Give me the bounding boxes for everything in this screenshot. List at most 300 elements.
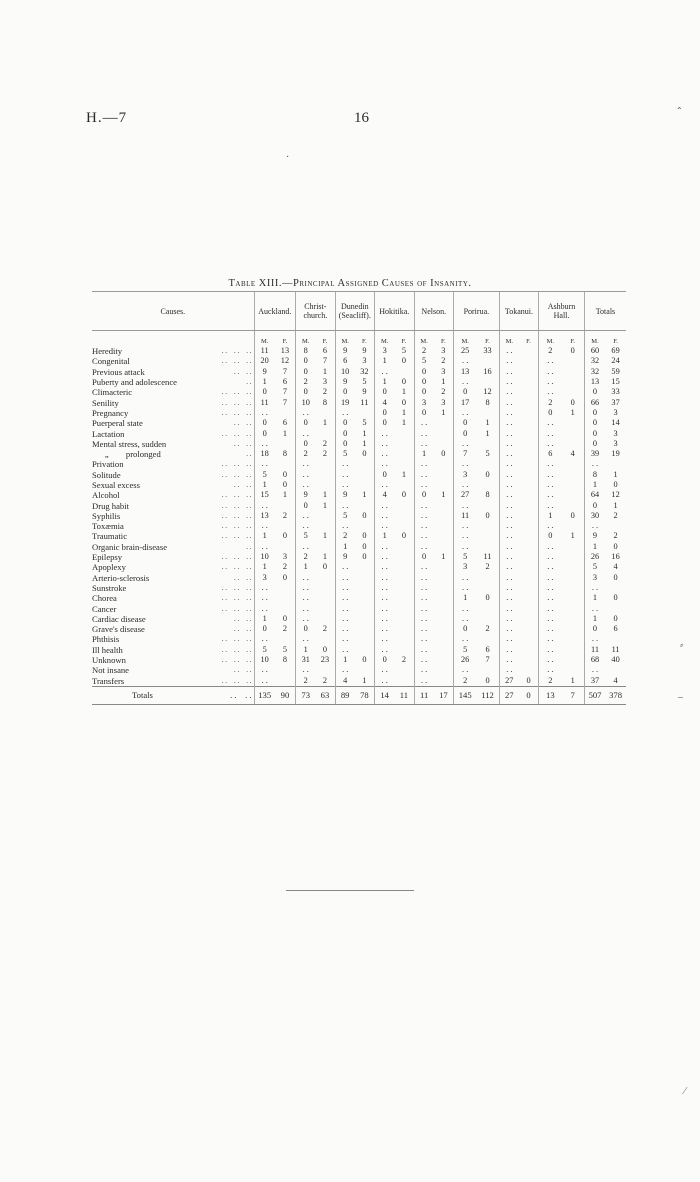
female-count-cell bbox=[275, 408, 296, 418]
male-count-cell: . . bbox=[414, 418, 434, 428]
table-row bbox=[92, 511, 626, 521]
male-count-cell: 19 bbox=[335, 397, 355, 407]
table-row bbox=[92, 603, 626, 613]
male-count-cell: 0 bbox=[296, 624, 316, 634]
female-count-cell: 4 bbox=[613, 562, 618, 572]
male-count-cell: . . bbox=[254, 634, 275, 644]
female-count-cell bbox=[519, 418, 539, 428]
female-count-cell: 32 bbox=[360, 366, 369, 376]
male-count-cell: 8 bbox=[296, 346, 316, 356]
male-count-cell: 0 bbox=[584, 624, 605, 634]
male-count-cell: 0 bbox=[539, 531, 562, 541]
leader-dots: . . . . . . bbox=[221, 583, 252, 592]
female-count-cell bbox=[315, 408, 335, 418]
table-row bbox=[92, 655, 626, 665]
male-count-cell: . . bbox=[254, 439, 275, 449]
male-count-cell: . . bbox=[539, 428, 562, 438]
female-count-cell: 2 bbox=[322, 387, 328, 397]
female-count-cell: 2 bbox=[485, 624, 490, 634]
male-count-cell: . . bbox=[539, 562, 562, 572]
female-count-cell: 1 bbox=[570, 531, 575, 541]
male-count-cell: . . bbox=[499, 387, 519, 397]
leader-dots: . . . . . . bbox=[221, 522, 252, 531]
male-count-cell: . . bbox=[375, 500, 395, 510]
leader-dots: . . . . . . bbox=[221, 501, 252, 510]
female-count-cell bbox=[434, 593, 454, 603]
female-count-cell bbox=[394, 562, 414, 572]
female-count-cell: 0 bbox=[485, 469, 490, 479]
male-count-cell: . . bbox=[454, 603, 477, 613]
male-count-cell: 0 bbox=[296, 356, 316, 366]
female-count-cell bbox=[519, 542, 539, 552]
male-count-cell: 1 bbox=[375, 377, 395, 387]
male-count-cell: 3 bbox=[454, 470, 477, 480]
female-count-cell: 5 bbox=[362, 377, 367, 387]
hospital-header-row bbox=[92, 292, 626, 331]
leader-dots: . . . . bbox=[234, 573, 252, 582]
table-row bbox=[92, 367, 626, 377]
male-count-cell: 10 bbox=[254, 552, 275, 562]
totals-row bbox=[92, 686, 626, 704]
male-count-cell: 13 bbox=[454, 367, 477, 377]
male-count-cell: . . bbox=[414, 665, 434, 675]
male-count-cell: 6 bbox=[335, 356, 355, 366]
female-count-cell: 2 bbox=[613, 531, 618, 541]
male-count-cell: . . bbox=[375, 449, 395, 459]
male-count-cell: 2 bbox=[539, 397, 562, 407]
male-count-cell: 1 bbox=[254, 562, 275, 572]
male-count-cell: . . bbox=[539, 624, 562, 634]
cause-label: Phthisis bbox=[92, 634, 120, 645]
female-count-cell bbox=[394, 449, 414, 459]
female-count-cell bbox=[394, 459, 414, 469]
female-count-cell bbox=[355, 645, 375, 655]
male-count-cell: 1 bbox=[254, 614, 275, 624]
male-count-cell: . . bbox=[375, 603, 395, 613]
female-count-cell: 0 bbox=[485, 510, 490, 520]
leader-dots: . . . . . . bbox=[221, 604, 252, 613]
cause-label: Senility bbox=[92, 397, 119, 408]
table-row bbox=[92, 346, 626, 356]
hospital-header: Totals bbox=[584, 292, 626, 331]
female-count-cell bbox=[562, 521, 585, 531]
male-count-cell: . . bbox=[499, 346, 519, 356]
female-count-cell: 4 bbox=[613, 675, 618, 685]
leader-dots: . . . . bbox=[234, 439, 252, 448]
male-count-cell: . . bbox=[335, 614, 355, 624]
female-count-cell bbox=[315, 470, 335, 480]
table-row bbox=[92, 490, 626, 500]
female-count-cell: 1 bbox=[322, 418, 328, 428]
male-count-cell: . . bbox=[296, 603, 316, 613]
male-count-cell: 20 bbox=[254, 356, 275, 366]
male-count-cell: 13 bbox=[254, 511, 275, 521]
male-count-cell: 0 bbox=[254, 428, 275, 438]
female-count-cell: 6 bbox=[322, 346, 328, 356]
male-count-cell: . . bbox=[499, 459, 519, 469]
leader-dots: . . . . . . bbox=[221, 408, 252, 417]
male-count-cell: 2 bbox=[296, 676, 316, 687]
female-count-cell: 0 bbox=[519, 686, 539, 704]
female-count-cell: 1 bbox=[485, 418, 490, 428]
cause-label: Toxæmia bbox=[92, 521, 124, 532]
female-count-cell bbox=[315, 573, 335, 583]
male-count-cell: 1 bbox=[375, 356, 395, 366]
male-count-cell: 1 bbox=[254, 480, 275, 490]
female-count-cell bbox=[519, 480, 539, 490]
male-count-cell: . . bbox=[375, 634, 395, 644]
female-count-cell bbox=[519, 655, 539, 665]
female-count-cell bbox=[476, 500, 499, 510]
margin-mark: ⸗ bbox=[680, 640, 684, 651]
female-count-cell bbox=[562, 490, 585, 500]
male-count-cell: . . bbox=[454, 614, 477, 624]
male-count-cell: . . bbox=[499, 593, 519, 603]
male-count-cell: . . bbox=[454, 665, 477, 675]
female-count-cell bbox=[519, 562, 539, 572]
male-count-cell: . . bbox=[584, 583, 605, 593]
male-count-cell: . . bbox=[414, 470, 434, 480]
male-count-cell: . . bbox=[499, 470, 519, 480]
female-count-cell bbox=[476, 634, 499, 644]
document-reference: H.—7 bbox=[86, 110, 128, 126]
female-count-cell bbox=[562, 387, 585, 397]
female-count-cell bbox=[315, 459, 335, 469]
female-count-cell bbox=[476, 521, 499, 531]
female-column-label: F. bbox=[570, 338, 576, 345]
female-count-cell bbox=[434, 655, 454, 665]
cause-label: Congenital bbox=[92, 356, 130, 367]
male-count-cell: 1 bbox=[584, 593, 605, 603]
hospital-header: Tokanui. bbox=[499, 292, 538, 331]
female-count-cell bbox=[562, 459, 585, 469]
male-count-cell: . . bbox=[335, 665, 355, 675]
female-count-cell bbox=[434, 428, 454, 438]
female-count-cell bbox=[519, 490, 539, 500]
leader-dots: . . . . bbox=[234, 367, 252, 376]
male-count-cell: . . bbox=[296, 408, 316, 418]
female-count-cell bbox=[394, 624, 414, 634]
male-count-cell: 10 bbox=[335, 367, 355, 377]
female-count-cell bbox=[605, 459, 626, 469]
male-count-cell: . . bbox=[499, 490, 519, 500]
table-row bbox=[92, 573, 626, 583]
female-count-cell bbox=[519, 428, 539, 438]
male-count-cell: . . bbox=[335, 500, 355, 510]
male-count-cell: . . bbox=[539, 634, 562, 644]
female-count-cell: 2 bbox=[485, 562, 490, 572]
male-count-cell: . . bbox=[414, 655, 434, 665]
male-count-cell: . . bbox=[414, 542, 434, 552]
male-count-cell: . . bbox=[335, 459, 355, 469]
male-count-cell: 0 bbox=[584, 418, 605, 428]
male-count-cell: 0 bbox=[375, 387, 395, 397]
female-count-cell bbox=[605, 521, 626, 531]
male-count-cell: . . bbox=[499, 521, 519, 531]
female-count-cell: 0 bbox=[613, 593, 618, 603]
female-count-cell bbox=[315, 665, 335, 675]
female-count-cell: 2 bbox=[441, 387, 446, 397]
male-count-cell: . . bbox=[454, 459, 477, 469]
female-count-cell bbox=[434, 459, 454, 469]
female-count-cell: 6 bbox=[485, 644, 490, 654]
female-count-cell: 0 bbox=[526, 675, 531, 685]
female-count-cell bbox=[434, 470, 454, 480]
male-count-cell: 2 bbox=[454, 676, 477, 687]
female-count-cell bbox=[562, 562, 585, 572]
male-count-cell: 39 bbox=[584, 449, 605, 459]
male-count-cell: . . bbox=[414, 562, 434, 572]
female-count-cell bbox=[275, 542, 296, 552]
female-count-cell bbox=[434, 511, 454, 521]
female-count-cell bbox=[394, 583, 414, 593]
female-count-cell bbox=[275, 583, 296, 593]
leader-dots: . . . . . . bbox=[221, 532, 252, 541]
cause-label: Transfers bbox=[92, 675, 125, 686]
male-count-cell: 11 bbox=[454, 511, 477, 521]
female-count-cell bbox=[519, 459, 539, 469]
male-count-cell: . . bbox=[414, 624, 434, 634]
female-count-cell: 8 bbox=[485, 490, 490, 500]
female-count-cell bbox=[476, 603, 499, 613]
male-count-cell: . . bbox=[375, 573, 395, 583]
female-count-cell: 0 bbox=[570, 346, 575, 356]
leader-dots: . . . . . . bbox=[221, 553, 252, 562]
male-count-cell: . . bbox=[335, 470, 355, 480]
male-count-cell: . . bbox=[539, 367, 562, 377]
male-count-cell: 0 bbox=[414, 367, 434, 377]
male-count-cell: . . bbox=[499, 665, 519, 675]
male-count-cell: 0 bbox=[539, 408, 562, 418]
female-count-cell: 0 bbox=[570, 397, 575, 407]
female-count-cell bbox=[434, 542, 454, 552]
female-count-cell bbox=[519, 346, 539, 356]
female-count-cell: 14 bbox=[611, 418, 620, 428]
female-count-cell bbox=[519, 387, 539, 397]
male-count-cell: 5 bbox=[454, 552, 477, 562]
female-count-cell bbox=[394, 521, 414, 531]
female-count-cell bbox=[355, 480, 375, 490]
insanity-causes-table bbox=[92, 291, 626, 705]
female-count-cell: 3 bbox=[441, 346, 446, 356]
female-count-cell: 1 bbox=[401, 407, 406, 417]
male-count-cell: . . bbox=[335, 624, 355, 634]
female-count-cell: 6 bbox=[613, 624, 618, 634]
male-count-cell: 0 bbox=[296, 500, 316, 510]
male-count-cell: . . bbox=[499, 531, 519, 541]
male-count-cell: 11 bbox=[584, 645, 605, 655]
female-count-cell bbox=[519, 593, 539, 603]
male-count-cell: 64 bbox=[584, 490, 605, 500]
male-count-cell: 2 bbox=[296, 449, 316, 459]
male-count-cell: . . bbox=[454, 542, 477, 552]
male-count-cell: . . bbox=[375, 593, 395, 603]
male-count-cell: . . bbox=[375, 676, 395, 687]
female-count-cell: 7 bbox=[485, 655, 490, 665]
female-count-cell bbox=[562, 645, 585, 655]
female-count-cell: 37 bbox=[611, 397, 620, 407]
female-count-cell bbox=[394, 500, 414, 510]
male-count-cell: . . bbox=[375, 624, 395, 634]
female-count-cell bbox=[275, 665, 296, 675]
male-count-cell: . . bbox=[539, 500, 562, 510]
female-count-cell bbox=[519, 603, 539, 613]
female-count-cell bbox=[476, 480, 499, 490]
leader-dots: . . bbox=[246, 450, 252, 459]
female-count-cell bbox=[562, 500, 585, 510]
male-count-cell: . . bbox=[254, 521, 275, 531]
female-count-cell: 112 bbox=[476, 686, 499, 704]
female-count-cell: 6 bbox=[282, 377, 288, 387]
male-count-cell: . . bbox=[335, 645, 355, 655]
male-count-cell: . . bbox=[539, 645, 562, 655]
male-count-cell: . . bbox=[499, 645, 519, 655]
table-row bbox=[92, 552, 626, 562]
female-count-cell bbox=[394, 428, 414, 438]
female-count-cell bbox=[605, 665, 626, 675]
female-count-cell bbox=[275, 634, 296, 644]
male-count-cell: . . bbox=[254, 583, 275, 593]
table-row bbox=[92, 449, 626, 459]
male-count-cell: 4 bbox=[375, 490, 395, 500]
male-count-cell: . . bbox=[375, 583, 395, 593]
female-count-cell bbox=[355, 624, 375, 634]
leader-dots: . . . . . . bbox=[221, 460, 252, 469]
male-count-cell: 68 bbox=[584, 655, 605, 665]
female-count-cell: 5 bbox=[401, 346, 406, 356]
male-count-cell: . . bbox=[584, 603, 605, 613]
hospital-header: Porirua. bbox=[454, 292, 500, 331]
male-count-cell: . . bbox=[499, 449, 519, 459]
male-count-cell: . . bbox=[584, 634, 605, 644]
male-count-cell: . . bbox=[499, 614, 519, 624]
female-count-cell: 7 bbox=[562, 686, 585, 704]
female-count-cell bbox=[519, 449, 539, 459]
cause-label: Climacteric bbox=[92, 387, 133, 398]
cause-label: Organic brain-disease bbox=[92, 541, 168, 552]
male-count-cell: . . bbox=[375, 542, 395, 552]
male-count-cell: . . bbox=[335, 408, 355, 418]
female-count-cell: 1 bbox=[322, 552, 328, 562]
female-count-cell bbox=[355, 583, 375, 593]
female-count-cell: 69 bbox=[611, 346, 620, 356]
male-count-cell: 0 bbox=[454, 418, 477, 428]
female-count-cell: 3 bbox=[362, 356, 367, 366]
cause-label: Traumatic bbox=[92, 531, 128, 542]
female-count-cell: 8 bbox=[485, 397, 490, 407]
leader-dots: . . . . . . bbox=[221, 357, 252, 366]
female-count-cell bbox=[394, 480, 414, 490]
cause-label: Sexual excess bbox=[92, 480, 140, 490]
male-count-cell: 135 bbox=[254, 686, 275, 704]
male-count-cell: . . bbox=[375, 645, 395, 655]
female-count-cell bbox=[355, 470, 375, 480]
female-count-cell bbox=[562, 552, 585, 562]
female-count-cell bbox=[434, 634, 454, 644]
female-count-cell: 1 bbox=[362, 438, 367, 448]
female-count-cell: 3 bbox=[613, 438, 618, 448]
male-count-cell: 0 bbox=[584, 428, 605, 438]
cause-label: Drug habit bbox=[92, 500, 129, 511]
cause-label: Alcohol bbox=[92, 490, 120, 501]
female-count-cell: 15 bbox=[611, 377, 620, 387]
cause-label: Not insane bbox=[92, 665, 129, 676]
female-count-cell: 63 bbox=[315, 686, 335, 704]
male-column-label: M. bbox=[375, 331, 395, 347]
male-count-cell: . . bbox=[335, 583, 355, 593]
female-count-cell: 7 bbox=[282, 397, 288, 407]
male-count-cell: 37 bbox=[584, 676, 605, 687]
female-count-cell: 7 bbox=[322, 356, 328, 366]
male-count-cell: 0 bbox=[584, 408, 605, 418]
male-count-cell: . . bbox=[254, 408, 275, 418]
female-count-cell bbox=[519, 356, 539, 366]
male-count-cell: 2 bbox=[335, 531, 355, 541]
male-count-cell: . . bbox=[296, 634, 316, 644]
male-count-cell: . . bbox=[414, 439, 434, 449]
male-count-cell: . . bbox=[414, 459, 434, 469]
male-count-cell: 4 bbox=[335, 676, 355, 687]
female-count-cell bbox=[519, 408, 539, 418]
male-count-cell: 6 bbox=[539, 449, 562, 459]
male-count-cell: . . bbox=[584, 521, 605, 531]
female-count-cell: 378 bbox=[605, 686, 626, 704]
female-count-cell bbox=[355, 573, 375, 583]
female-count-cell bbox=[434, 645, 454, 655]
female-count-cell: 13 bbox=[280, 346, 290, 356]
male-count-cell: . . bbox=[296, 428, 316, 438]
female-count-cell: 33 bbox=[483, 346, 492, 356]
male-count-cell: . . bbox=[254, 542, 275, 552]
male-count-cell: . . bbox=[296, 480, 316, 490]
female-count-cell bbox=[605, 583, 626, 593]
male-count-cell: 1 bbox=[584, 480, 605, 490]
female-count-cell: 59 bbox=[611, 366, 620, 376]
leader-dots: . . . . . . bbox=[221, 563, 252, 572]
female-count-cell: 11 bbox=[394, 686, 414, 704]
female-count-cell: 0 bbox=[570, 510, 575, 520]
male-count-cell: . . bbox=[454, 356, 477, 366]
male-count-cell: 30 bbox=[584, 511, 605, 521]
cause-label: Arterio-sclerosis bbox=[92, 572, 150, 583]
male-count-cell: . . bbox=[539, 542, 562, 552]
male-count-cell: . . bbox=[375, 428, 395, 438]
male-count-cell: . . bbox=[454, 408, 477, 418]
female-count-cell: 1 bbox=[441, 377, 446, 387]
male-count-cell: . . bbox=[539, 480, 562, 490]
female-count-cell bbox=[519, 367, 539, 377]
female-count-cell: 2 bbox=[322, 449, 328, 459]
female-count-cell: 1 bbox=[362, 490, 367, 500]
male-count-cell: . . bbox=[296, 593, 316, 603]
female-count-cell: 2 bbox=[282, 510, 288, 520]
female-count-cell: 0 bbox=[401, 397, 406, 407]
female-count-cell: 2 bbox=[282, 562, 288, 572]
male-count-cell: 1 bbox=[584, 542, 605, 552]
female-count-cell bbox=[519, 552, 539, 562]
male-count-cell: 0 bbox=[584, 500, 605, 510]
female-count-cell bbox=[394, 676, 414, 687]
male-count-cell: . . bbox=[454, 521, 477, 531]
female-count-cell bbox=[605, 634, 626, 644]
female-count-cell bbox=[562, 470, 585, 480]
female-count-cell: 1 bbox=[362, 675, 367, 685]
male-count-cell: . . bbox=[375, 480, 395, 490]
male-count-cell: . . bbox=[539, 377, 562, 387]
female-count-cell bbox=[519, 634, 539, 644]
female-count-cell: 5 bbox=[362, 418, 367, 428]
table-row bbox=[92, 542, 626, 552]
